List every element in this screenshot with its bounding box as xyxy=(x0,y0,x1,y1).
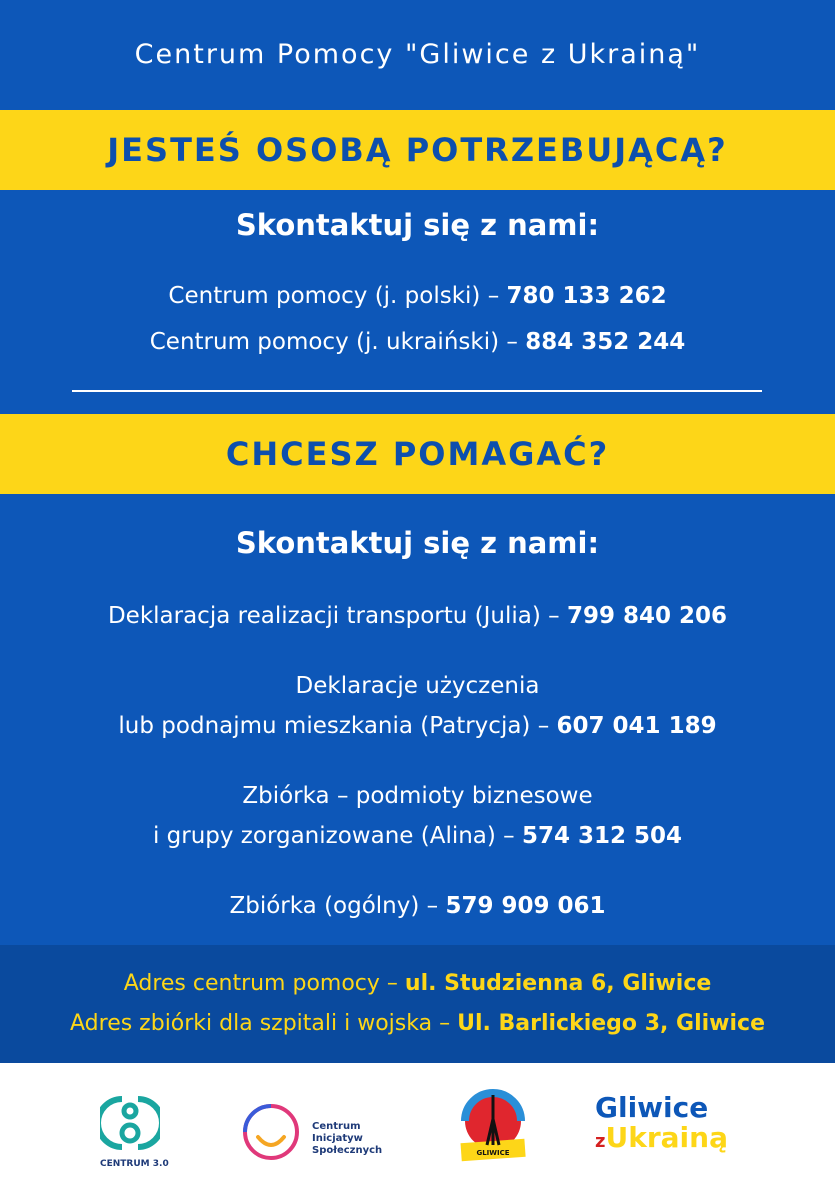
gliwice-label: GLIWICE xyxy=(476,1149,510,1157)
heading-need: JESTEŚ OSOBĄ POTRZEBUJĄCĄ? xyxy=(0,110,835,190)
phone-number[interactable]: 780 133 262 xyxy=(506,283,667,309)
contact-heading-help: Skontaktuj się z nami: xyxy=(235,526,600,560)
address-value: ul. Studzienna 6, Gliwice xyxy=(404,971,712,996)
heading-help: CHCESZ POMAGAĆ? xyxy=(0,414,835,494)
contact-label: i grupy zorganizowane (Alina) – xyxy=(152,823,522,849)
centrum-3-0-logo xyxy=(100,1093,170,1173)
cis-text xyxy=(312,1121,382,1157)
phone-number[interactable]: 884 352 244 xyxy=(525,329,686,355)
address-section xyxy=(0,945,835,1063)
address-collection xyxy=(70,1004,765,1044)
centrum-3-0-sub: 3.0 xyxy=(152,1159,169,1169)
contact-line-ukrainian xyxy=(0,322,835,362)
phone-number[interactable]: 799 840 206 xyxy=(566,603,728,629)
gliwice-emblem-icon xyxy=(455,1089,531,1165)
address-value: Ul. Barlickiego 3, Gliwice xyxy=(457,1011,765,1036)
contact-heading-need: Skontaktuj się z nami: xyxy=(235,208,600,242)
contact-item-housing xyxy=(0,666,835,746)
contact-label: lub podnajmu mieszkania (Patrycja) – xyxy=(118,713,557,739)
phone-number[interactable]: 574 312 504 xyxy=(522,823,683,849)
address-label: Adres centrum pomocy – xyxy=(123,971,405,996)
address-help-center xyxy=(124,964,712,1004)
address-label: Adres zbiórki dla szpitali i wojska – xyxy=(70,1011,458,1036)
cis-ring-icon xyxy=(240,1101,302,1163)
gliwice-logo xyxy=(455,1089,535,1169)
contact-label: Centrum pomocy (j. ukraiński) – xyxy=(149,329,526,355)
contact-item-business xyxy=(0,776,835,856)
cis-line1: Centrum xyxy=(312,1121,361,1132)
centrum-3-0-name: CENTRUM xyxy=(100,1159,150,1169)
contact-label: Deklaracja realizacji transportu (Julia) – xyxy=(107,603,567,629)
page-title: Centrum Pomocy "Gliwice z Ukrainą" xyxy=(134,38,701,70)
cis-line3: Społecznych xyxy=(312,1145,383,1156)
gzu-line2: Ukrainą xyxy=(605,1121,728,1154)
gzu-line1: Gliwice xyxy=(595,1091,709,1124)
contact-label: Centrum pomocy (j. polski) – xyxy=(168,283,507,309)
cis-logo xyxy=(240,1101,390,1166)
logo-bar xyxy=(0,1063,835,1200)
centrum-3-0-icon xyxy=(100,1093,160,1153)
contact-line-polish xyxy=(0,276,835,316)
contact-line1: Zbiórka – podmioty biznesowe xyxy=(242,783,593,809)
contact-line1: Deklaracje użyczenia xyxy=(295,673,540,699)
cis-line2: Inicjatyw xyxy=(312,1133,363,1144)
contact-label: Zbiórka (ogólny) – xyxy=(229,893,446,919)
contact-item-transport xyxy=(0,596,835,636)
gzu-z: z xyxy=(595,1131,606,1152)
phone-number[interactable]: 579 909 061 xyxy=(445,893,606,919)
divider xyxy=(72,390,762,392)
contact-item-general xyxy=(0,886,835,926)
gliwice-z-ukraina-logo xyxy=(595,1093,728,1153)
phone-number[interactable]: 607 041 189 xyxy=(556,713,717,739)
